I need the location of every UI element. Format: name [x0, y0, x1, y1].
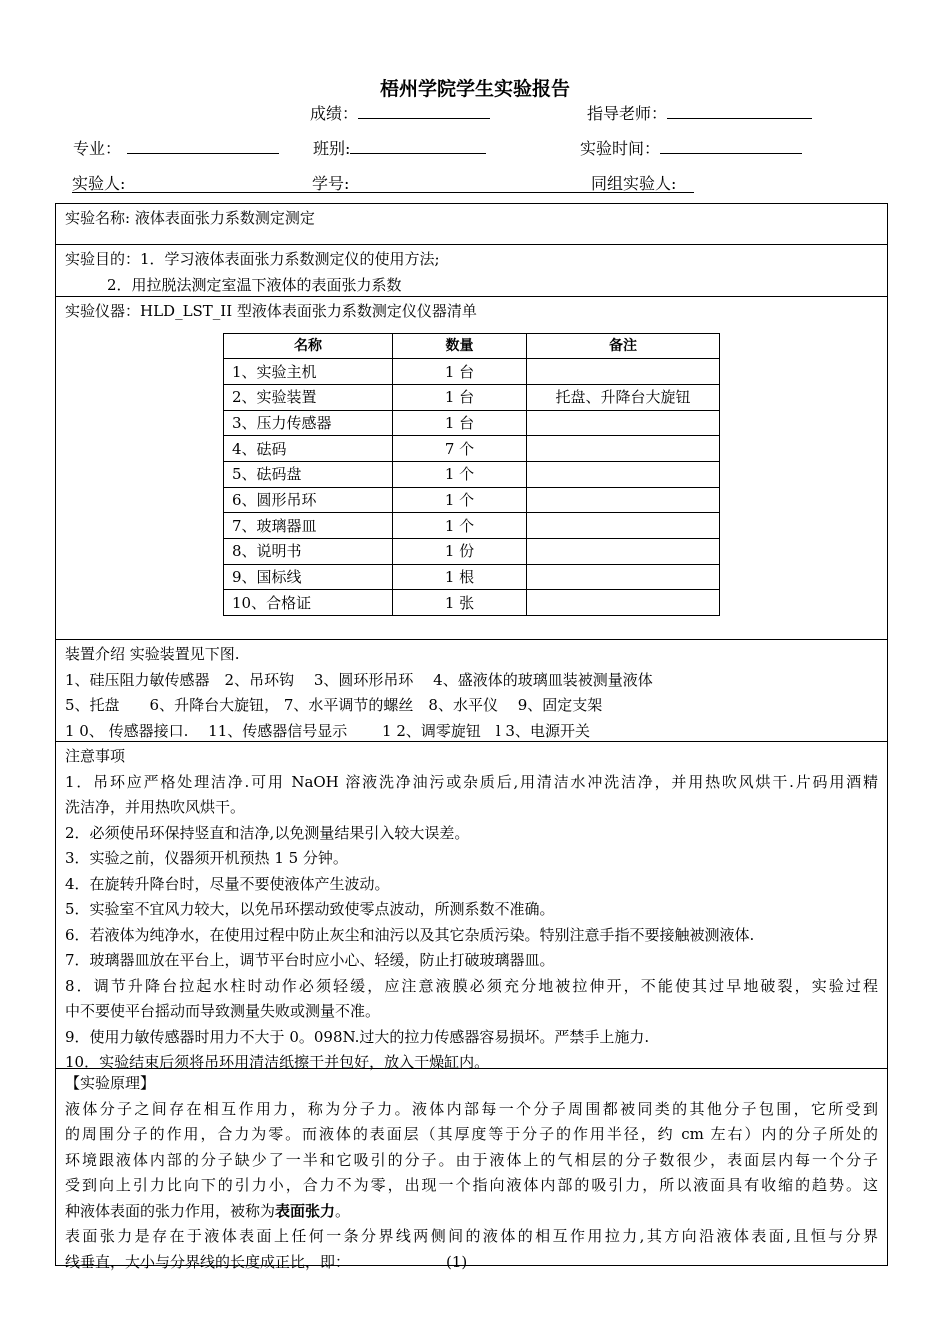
item-name: 9、国标线: [224, 564, 393, 590]
class-label: 班别:: [313, 139, 351, 158]
purpose-line: 实验目的：1．学习液体表面张力系数测定仪的使用方法;: [65, 250, 440, 268]
table-row: [224, 410, 720, 436]
item-name: 2、实验装置: [224, 384, 393, 410]
item-name: 1、实验主机: [224, 359, 393, 385]
instrument-title: 实验仪器：HLD_LST_II 型液体表面张力系数测定仪仪器清单: [65, 302, 477, 320]
item-note: [527, 410, 720, 436]
table-row: [224, 487, 720, 513]
item-note: [527, 539, 720, 565]
device-part-line: 1、硅压阻力敏传感器 2、吊环钩 3、圆环形吊环 4、盛液体的玻璃皿装被测量液体: [65, 670, 653, 689]
item-quantity: 1 个: [393, 487, 527, 513]
instrument-table: [223, 333, 720, 617]
experimenter-line[interactable]: [72, 171, 694, 193]
report-table: [55, 203, 888, 1271]
item-note: [527, 513, 720, 539]
time-label: 实验时间：: [580, 139, 661, 158]
principle-text: 种液体表面的张力作用，被称为: [65, 1201, 276, 1220]
note-line: 9．使用力敏传感器时用力不大于 0。098N.过大的拉力传感器容易损坏。严禁手上施力.: [65, 1027, 650, 1046]
note-line: 中不要使平台摇动而导致测量失败或测量不准。: [65, 1002, 381, 1020]
page-title: 梧州学院学生实验报告: [379, 78, 570, 100]
item-quantity: 1 份: [393, 539, 527, 565]
experimenter-label: 实验人:: [72, 174, 126, 193]
table-row: [224, 539, 720, 565]
principle-line: 表面张力是存在于液体表面上任何一条分界线两侧间的液体的相互作用拉力,其方向沿液体表面,且恒与分界: [65, 1227, 878, 1245]
item-quantity: 7 个: [393, 436, 527, 462]
table-row: [224, 513, 720, 539]
experiment-name: 实验名称: 液体表面张力系数测定测定: [65, 209, 315, 227]
note-line: 7．玻璃器皿放在平台上，调节平台时应小心、轻缓，防止打破玻璃器皿。: [65, 951, 555, 969]
item-name: 7、玻璃器皿: [224, 513, 393, 539]
major-blank[interactable]: [127, 139, 279, 154]
principle-line: [65, 1199, 878, 1225]
time-blank[interactable]: [660, 139, 802, 154]
principle-line: 受到向上引力比向下的引力小，合力不为零，出现一个指向液体内部的吸引力，所以液面具有收缩的趋势。这: [65, 1176, 878, 1194]
note-line: 5．实验室不宜风力较大，以免吊环摆动致使零点波动，所测系数不准确。: [65, 900, 555, 918]
equation-number: (1): [446, 1252, 468, 1271]
score-label: 成绩：: [310, 104, 359, 123]
principle-text: 。: [335, 1201, 351, 1220]
item-quantity: 1 台: [393, 384, 527, 410]
purpose-row: [56, 244, 887, 296]
class-field: [313, 136, 486, 159]
principle-text: 线垂直，大小与分界线的长度成正比，即：: [65, 1252, 351, 1271]
item-quantity: 1 个: [393, 461, 527, 487]
item-note: [527, 461, 720, 487]
item-name: 3、压力传感器: [224, 410, 393, 436]
time-field: [580, 136, 802, 159]
table-row: [224, 590, 720, 616]
teacher-blank[interactable]: [667, 104, 812, 119]
col-header-quantity: 数量: [393, 333, 527, 359]
item-quantity: 1 个: [393, 513, 527, 539]
principle-line: [65, 1250, 878, 1276]
item-note: 托盘、升降台大旋钮: [527, 384, 720, 410]
principle-line: 的周围分子的作用，合力为零。而液体的表面层（其厚度等于分子的作用半径，约 cm 左右）内的分子所处的: [65, 1125, 878, 1143]
device-part-line: 1 0、 传感器接口. 11、传感器信号显示 1 2、调零旋钮 l 3、电源开关: [65, 721, 590, 740]
table-row: [224, 384, 720, 410]
score-blank[interactable]: [358, 104, 490, 119]
item-name: 5、砝码盘: [224, 461, 393, 487]
note-line: 洗洁净，并用热吹风烘干。: [65, 798, 246, 816]
table-row: [224, 461, 720, 487]
note-line: 3．实验之前，仪器须开机预热 1 5 分钟。: [65, 849, 348, 867]
note-line: 6．若液体为纯净水，在使用过程中防止灰尘和油污以及其它杂质污染。特别注意手指不要接触被测液体.: [65, 925, 755, 944]
score-field: [310, 101, 490, 124]
note-line: 8．调节升降台拉起水柱时动作必须轻缓，应注意液膜必须充分地被拉伸开，不能使其过早地破裂，实验过程: [65, 976, 878, 995]
note-line: 4．在旋转升降台时，尽量不要使液体产生波动。: [65, 874, 390, 893]
note-line: 10．实验结束后须将吊环用清洁纸擦干并包好，放入干燥缸内。: [65, 1053, 490, 1071]
item-note: [527, 590, 720, 616]
device-title: 装置介绍 实验装置见下图.: [65, 645, 240, 663]
col-header-name: 名称: [224, 333, 393, 359]
col-header-note: 备注: [527, 333, 720, 359]
note-line: 2．必须使吊环保持竖直和洁净,以免测量结果引入较大误差。: [65, 823, 470, 842]
teacher-field: [587, 101, 812, 124]
group-label: 同组实验人:: [591, 174, 677, 193]
instruments-row: [56, 296, 887, 639]
experiment-name-row: [56, 204, 887, 244]
term-surface-tension: 表面张力: [275, 1201, 336, 1220]
student-id-label: 学号:: [312, 174, 350, 193]
principle-title: 【实验原理】: [65, 1074, 156, 1092]
teacher-label: 指导老师：: [587, 104, 668, 123]
notes-row: [56, 741, 887, 1071]
principle-line: 液体分子之间存在相互作用力，称为分子力。液体内部每一个分子周围都被同类的其他分子包围，它所受到: [65, 1099, 878, 1118]
item-name: 8、说明书: [224, 539, 393, 565]
item-quantity: 1 张: [393, 590, 527, 616]
principle-line: 环境跟液体内部的分子缺少了一半和它吸引的分子。由于液体上的气相层的分子数很少，表面层内每一个分子: [65, 1150, 878, 1169]
table-row: [224, 436, 720, 462]
item-name: 10、合格证: [224, 590, 393, 616]
purpose-line: 2．用拉脱法测定室温下液体的表面张力系数: [107, 275, 402, 294]
notes-title: 注意事项: [65, 747, 126, 765]
item-quantity: 1 台: [393, 359, 527, 385]
item-name: 4、砝码: [224, 436, 393, 462]
item-quantity: 1 台: [393, 410, 527, 436]
item-note: [527, 359, 720, 385]
item-note: [527, 487, 720, 513]
device-part-line: 5、托盘 6、升降台大旋钮， 7、水平调节的螺丝 8、水平仪 9、固定支架: [65, 696, 603, 714]
major-label: 专业：: [73, 139, 122, 158]
table-row: [224, 359, 720, 385]
note-line: 1．吊环应严格处理洁净.可用 NaOH 溶液洗净油污或杂质后,用清洁水冲洗洁净，并用热吹风烘干.片码用酒精: [65, 772, 878, 791]
item-note: [527, 564, 720, 590]
class-blank[interactable]: [350, 139, 486, 154]
item-quantity: 1 根: [393, 564, 527, 590]
item-name: 6、圆形吊环: [224, 487, 393, 513]
major-field: [73, 136, 279, 159]
table-row: [224, 564, 720, 590]
device-row: [56, 639, 887, 741]
item-note: [527, 436, 720, 462]
principle-row: [56, 1068, 887, 1271]
